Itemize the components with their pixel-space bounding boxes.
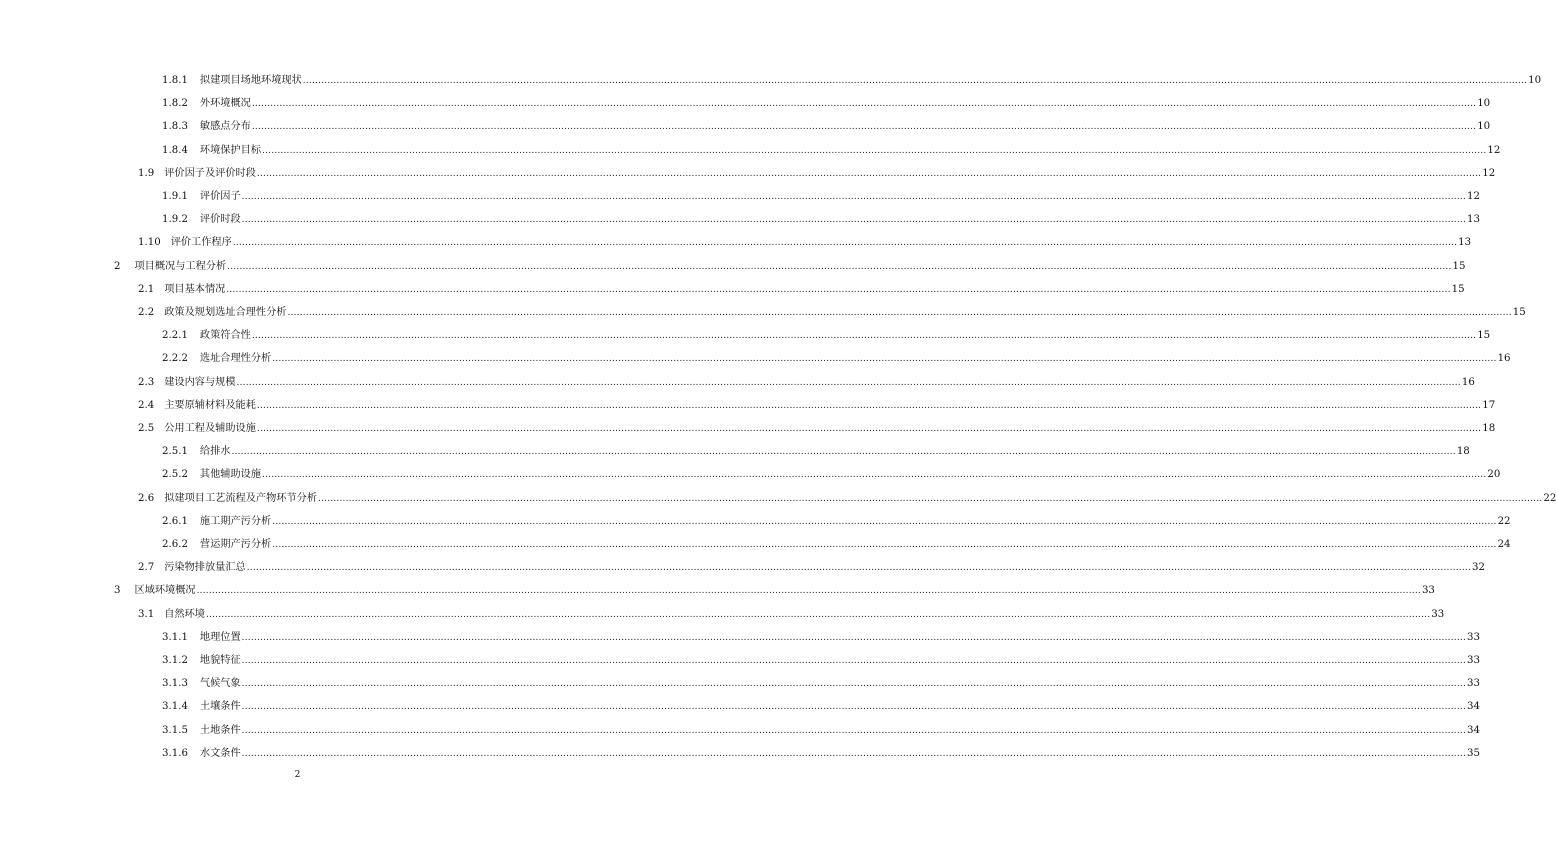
toc-dot-leader: ................................................................................................................................................................................................................................................................................................................................................................................................................ <box>236 377 1461 388</box>
toc-entry[interactable] <box>162 70 1542 88</box>
toc-entry-number: 3.1.2 <box>162 655 188 666</box>
toc-entry[interactable] <box>162 673 1480 691</box>
toc-entry-page: 34 <box>1467 724 1480 736</box>
toc-entry-page: 12 <box>1467 191 1480 202</box>
toc-entry-page: 20 <box>1487 469 1501 481</box>
toc-entry-title: 政策符合性 <box>199 330 251 342</box>
toc-dot-leader: ................................................................................................................................................................................................................................................................................................................................................................................................................ <box>227 261 1452 272</box>
toc-entry-page: 18 <box>1482 423 1496 434</box>
toc-dot-leader: ................................................................................................................................................................................................................................................................................................................................................................................................................ <box>231 447 1456 458</box>
toc-entry-title: 施工期产污分析 <box>199 515 272 527</box>
toc-entry-page: 33 <box>1467 678 1480 690</box>
toc-entry-number: 1.8.3 <box>162 121 188 133</box>
toc-entry-page: 13 <box>1467 214 1480 226</box>
toc-entry-page: 16 <box>1497 353 1511 365</box>
toc-entry-page: 33 <box>1431 608 1445 620</box>
toc-entry-number: 3.1.5 <box>162 724 188 736</box>
toc-entry-title: 区域环境概况 <box>134 585 196 597</box>
toc-entry-number: 3.1.1 <box>162 631 188 643</box>
toc-entry-title: 选址合理性分析 <box>199 353 272 365</box>
toc-entry-title: 其他辅助设施 <box>199 469 262 481</box>
toc-entry-page: 15 <box>1477 330 1491 342</box>
toc-entry-title: 土壤条件 <box>199 701 241 713</box>
toc-entry-page: 33 <box>1421 585 1435 597</box>
toc-entry[interactable] <box>162 116 1491 134</box>
toc-entry-number: 1.10 <box>138 237 161 249</box>
toc-dot-leader: ................................................................................................................................................................................................................................................................................................................................................................................................................ <box>241 702 1467 713</box>
toc-entry-title: 拟建项目工艺流程及产物环节分析 <box>164 492 318 504</box>
toc-entry-number: 2.5.1 <box>162 446 188 458</box>
toc-entry-page: 13 <box>1458 237 1472 249</box>
toc-dot-leader: ................................................................................................................................................................................................................................................................................................................................................................................................................ <box>272 516 1497 527</box>
toc-entry-number: 2.5.2 <box>162 469 188 481</box>
toc-entry-title: 给排水 <box>199 446 231 458</box>
toc-dot-leader: ................................................................................................................................................................................................................................................................................................................................................................................................................ <box>272 354 1497 365</box>
toc-dot-leader: ................................................................................................................................................................................................................................................................................................................................................................................................................ <box>205 609 1431 620</box>
toc-entry[interactable] <box>138 557 1486 575</box>
toc-entry[interactable] <box>138 395 1496 413</box>
toc-entry-title: 项目基本情况 <box>164 283 226 295</box>
toc-entry-title: 项目概况与工程分析 <box>134 260 227 272</box>
toc-entry[interactable] <box>138 604 1445 622</box>
toc-entry-title: 土地条件 <box>199 724 241 736</box>
toc-dot-leader: ................................................................................................................................................................................................................................................................................................................................................................................................................ <box>232 238 1458 249</box>
toc-entry-number: 3 <box>114 585 121 597</box>
toc-entry-number: 3.1.3 <box>162 678 188 690</box>
toc-entry-number: 1.9.2 <box>162 214 188 226</box>
toc-entry-page: 10 <box>1528 75 1542 86</box>
toc-dot-leader: ................................................................................................................................................................................................................................................................................................................................................................................................................ <box>241 679 1467 690</box>
toc-entry-number: 2.2.2 <box>162 353 188 365</box>
toc-entry-number: 2.1 <box>138 283 155 295</box>
toc-entry[interactable] <box>162 186 1480 204</box>
toc-dot-leader: ................................................................................................................................................................................................................................................................................................................................................................................................................ <box>256 400 1482 411</box>
toc-entry-page: 33 <box>1467 655 1480 666</box>
toc-entry-page: 15 <box>1451 283 1465 295</box>
toc-entry-title: 污染物排放量汇总 <box>164 562 246 574</box>
toc-entry[interactable] <box>138 372 1475 390</box>
toc-dot-leader: ................................................................................................................................................................................................................................................................................................................................................................................................................ <box>241 748 1467 759</box>
toc-entry-title: 地理位置 <box>199 631 241 643</box>
toc-entry-title: 水文条件 <box>199 747 241 759</box>
toc-entry-number: 2.2.1 <box>162 330 188 342</box>
toc-dot-leader: ................................................................................................................................................................................................................................................................................................................................................................................................................ <box>241 632 1467 643</box>
toc-entry-title: 评价因子 <box>199 191 241 202</box>
toc-entry-title: 敏感点分布 <box>199 121 251 133</box>
toc-entry[interactable] <box>162 93 1491 111</box>
toc-entry[interactable] <box>162 348 1511 366</box>
toc-entry-number: 2.2 <box>138 307 155 318</box>
toc-dot-leader: ................................................................................................................................................................................................................................................................................................................................................................................................................ <box>251 99 1477 110</box>
toc-entry-page: 15 <box>1512 307 1526 318</box>
toc-dot-leader: ................................................................................................................................................................................................................................................................................................................................................................................................................ <box>251 331 1477 342</box>
toc-entry-title: 公用工程及辅助设施 <box>164 423 256 434</box>
toc-entry[interactable] <box>162 325 1491 343</box>
toc-entry-title: 评价时段 <box>199 214 241 226</box>
toc-entry[interactable] <box>138 163 1496 181</box>
toc-entry-number: 1.9.1 <box>162 191 188 202</box>
toc-entry-number: 1.8.2 <box>162 98 188 110</box>
toc-dot-leader: ................................................................................................................................................................................................................................................................................................................................................................................................................ <box>256 168 1482 179</box>
toc-entry[interactable] <box>162 696 1480 714</box>
toc-entry-page: 34 <box>1467 701 1480 713</box>
toc-entry-page: 24 <box>1497 539 1511 550</box>
toc-entry-number: 2.6.1 <box>162 515 188 527</box>
toc-dot-leader: ................................................................................................................................................................................................................................................................................................................................................................................................................ <box>262 145 1487 156</box>
toc-entry-title: 外环境概况 <box>199 98 251 110</box>
toc-entry-number: 1.8.1 <box>162 75 188 86</box>
toc-entry[interactable] <box>138 279 1465 297</box>
toc-entry[interactable] <box>162 534 1511 552</box>
toc-entry-title: 主要原辅材料及能耗 <box>164 399 256 411</box>
toc-entry-title: 地貌特征 <box>199 655 241 666</box>
toc-entry-page: 17 <box>1482 399 1496 411</box>
toc-entry-title: 自然环境 <box>164 608 205 620</box>
toc-dot-leader: ................................................................................................................................................................................................................................................................................................................................................................................................................ <box>196 586 1421 597</box>
toc-entry-number: 2.4 <box>138 399 155 411</box>
toc-dot-leader: ................................................................................................................................................................................................................................................................................................................................................................................................................ <box>226 284 1451 295</box>
toc-dot-leader: ................................................................................................................................................................................................................................................................................................................................................................................................................ <box>318 493 1543 504</box>
toc-dot-leader: ................................................................................................................................................................................................................................................................................................................................................................................................................ <box>287 308 1512 318</box>
toc-entry-title: 拟建项目场地环境现状 <box>199 75 302 86</box>
toc-entry-number: 3.1 <box>138 608 155 620</box>
toc-entry[interactable] <box>162 441 1470 459</box>
toc-entry-number: 2.5 <box>138 423 155 434</box>
toc-dot-leader: ................................................................................................................................................................................................................................................................................................................................................................................................................ <box>246 563 1472 574</box>
toc-entry[interactable] <box>162 464 1501 482</box>
toc-entry[interactable] <box>114 256 1466 274</box>
toc-entry[interactable] <box>114 580 1435 598</box>
toc-dot-leader: ................................................................................................................................................................................................................................................................................................................................................................................................................ <box>241 656 1467 666</box>
toc-entry[interactable] <box>162 720 1480 738</box>
toc-entry-page: 32 <box>1472 562 1486 574</box>
toc-dot-leader: ................................................................................................................................................................................................................................................................................................................................................................................................................ <box>302 76 1528 86</box>
toc-dot-leader: ................................................................................................................................................................................................................................................................................................................................................................................................................ <box>256 424 1482 434</box>
toc-entry-title: 营运期产污分析 <box>199 539 272 550</box>
toc-entry-page: 33 <box>1467 631 1480 643</box>
toc-dot-leader: ................................................................................................................................................................................................................................................................................................................................................................................................................ <box>241 725 1467 736</box>
toc-entry[interactable] <box>138 488 1556 506</box>
toc-entry-number: 2.7 <box>138 562 155 574</box>
toc-dot-leader: ................................................................................................................................................................................................................................................................................................................................................................................................................ <box>262 470 1487 481</box>
toc-entry-page: 35 <box>1467 747 1480 759</box>
toc-entry[interactable] <box>138 418 1496 436</box>
toc-entry-page: 12 <box>1487 144 1501 156</box>
page-number: 2 <box>294 770 301 780</box>
toc-entry-page: 16 <box>1461 376 1475 388</box>
toc-entry-number: 2 <box>114 260 121 272</box>
toc-entry-number: 3.1.6 <box>162 747 188 759</box>
toc-entry-title: 政策及规划选址合理性分析 <box>164 307 287 318</box>
toc-entry[interactable] <box>138 232 1472 250</box>
toc-entry-page: 15 <box>1452 260 1466 272</box>
toc-entry-title: 评价工作程序 <box>170 237 232 249</box>
toc-entry[interactable] <box>162 743 1480 761</box>
toc-entry-number: 2.6.2 <box>162 539 188 550</box>
toc-entry[interactable] <box>162 140 1501 158</box>
toc-entry-number: 1.9 <box>138 167 155 179</box>
toc-dot-leader: ................................................................................................................................................................................................................................................................................................................................................................................................................ <box>241 192 1467 202</box>
toc-entry-number: 3.1.4 <box>162 701 188 713</box>
toc-entry[interactable] <box>138 302 1526 320</box>
toc-entry[interactable] <box>162 209 1480 227</box>
toc-entry-page: 12 <box>1482 167 1496 179</box>
toc-entry-number: 2.6 <box>138 492 155 504</box>
toc-dot-leader: ................................................................................................................................................................................................................................................................................................................................................................................................................ <box>241 215 1467 226</box>
toc-entry-page: 10 <box>1477 121 1491 133</box>
toc-entry-page: 22 <box>1543 492 1556 504</box>
toc-entry[interactable] <box>162 650 1480 668</box>
toc-entry[interactable] <box>162 511 1511 529</box>
toc-entry-number: 1.8.4 <box>162 144 188 156</box>
toc-entry-number: 2.3 <box>138 376 155 388</box>
toc-entry[interactable] <box>162 627 1480 645</box>
toc-dot-leader: ................................................................................................................................................................................................................................................................................................................................................................................................................ <box>251 122 1477 133</box>
toc-entry-title: 建设内容与规模 <box>164 376 236 388</box>
toc-entry-page: 10 <box>1477 98 1491 110</box>
toc-dot-leader: ................................................................................................................................................................................................................................................................................................................................................................................................................ <box>272 540 1497 550</box>
toc-entry-title: 评价因子及评价时段 <box>164 167 256 179</box>
toc-entry-page: 18 <box>1456 446 1470 458</box>
toc-entry-page: 22 <box>1497 515 1511 527</box>
toc-entry-title: 环境保护目标 <box>199 144 262 156</box>
toc-entry-title: 气候气象 <box>199 678 241 690</box>
